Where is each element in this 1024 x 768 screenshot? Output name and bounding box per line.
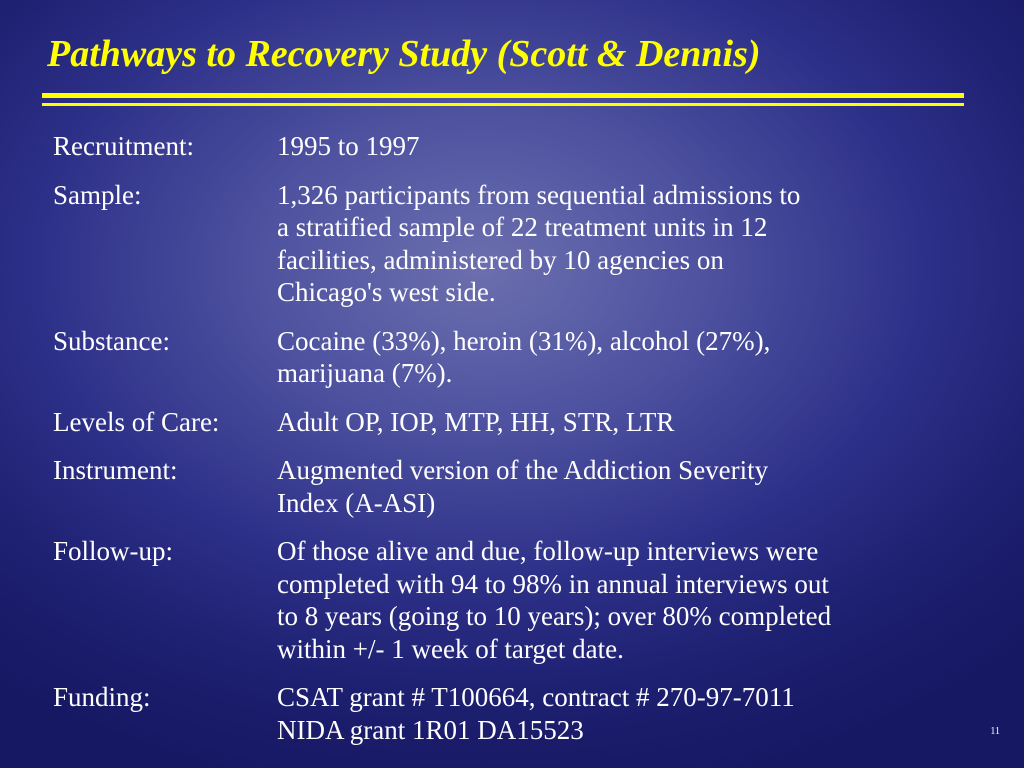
row-label: Recruitment: [53, 131, 194, 161]
row-label: Instrument: [53, 455, 178, 485]
row-value-line: 1995 to 1997 [277, 131, 420, 161]
row-value [277, 681, 993, 746]
title-underline-thin [42, 103, 964, 106]
row-value-line: CSAT grant # T100664, contract # 270-97-7011 [277, 682, 795, 712]
study-details [53, 130, 993, 762]
row-value-line: Chicago's west side. [277, 277, 496, 307]
title-underline-thick [42, 93, 964, 98]
row-value-line: Index (A-ASI) [277, 487, 436, 518]
row-value-line: NIDA grant 1R01 DA15523 [277, 714, 584, 745]
row-value-line: 1,326 participants from sequential admissions to [277, 179, 801, 210]
row-value [277, 535, 993, 665]
row-value-line: Adult OP, IOP, MTP, HH, STR, LTR [277, 406, 675, 437]
row-label: Levels of Care: [53, 406, 220, 437]
row-value-line: within +/- 1 week of target date. [277, 633, 624, 664]
row-value-line: a stratified sample of 22 treatment units in 12 [277, 212, 768, 242]
row-value [277, 406, 993, 439]
row-label: Funding: [53, 682, 151, 712]
row-value-line: to 8 years (going to 10 years); over 80% completed [277, 601, 832, 631]
row-value-line: Cocaine (33%), heroin (31%), alcohol (27%), [277, 325, 771, 356]
row-substance [53, 325, 993, 390]
row-value [277, 454, 993, 519]
row-value [277, 325, 993, 390]
row-instrument [53, 454, 993, 519]
row-value-line: Of those alive and due, follow-up interviews were [277, 536, 819, 566]
slide-title: Pathways to Recovery Study (Scott & Dennis) [47, 33, 761, 75]
page-number: 11 [990, 726, 1000, 737]
row-value-line: completed with 94 to 98% in annual interviews out [277, 568, 829, 599]
row-value-line: marijuana (7%). [277, 358, 453, 388]
row-follow-up [53, 535, 993, 665]
row-value [277, 179, 993, 309]
row-value-line: Augmented version of the Addiction Severity [277, 455, 769, 485]
row-value [277, 130, 993, 163]
row-label: Follow-up: [53, 536, 174, 566]
row-funding [53, 681, 993, 746]
row-label: Substance: [53, 325, 170, 356]
row-levels-of-care [53, 406, 993, 439]
row-label: Sample: [53, 179, 142, 210]
row-sample [53, 179, 993, 309]
row-recruitment [53, 130, 993, 163]
row-value-line: facilities, administered by 10 agencies on [277, 244, 724, 275]
